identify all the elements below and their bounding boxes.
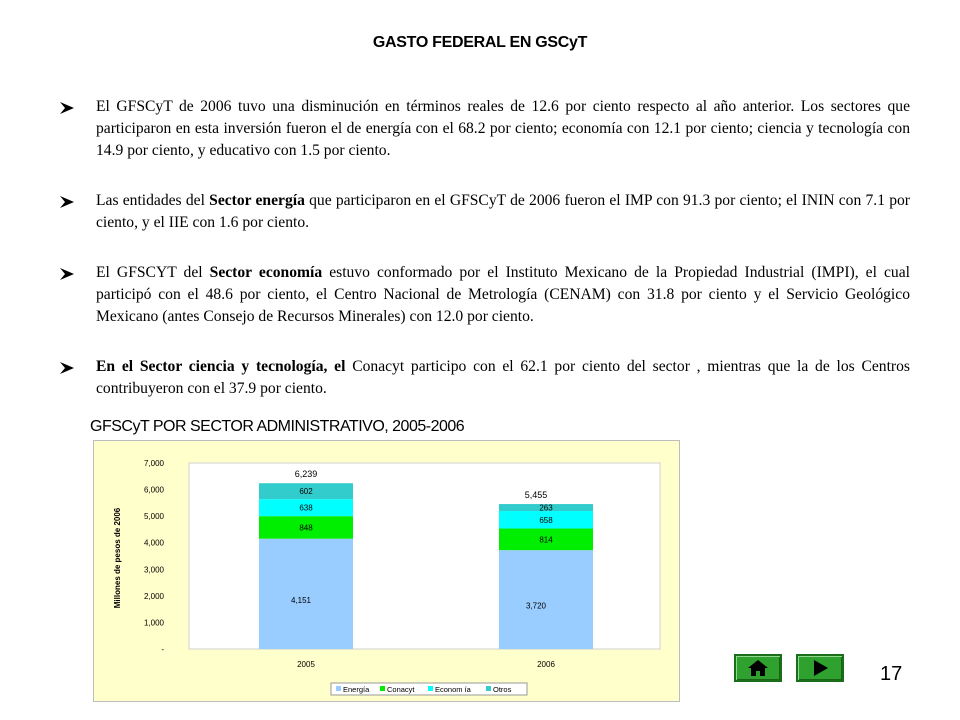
chart-title: GFSCyT POR SECTOR ADMINISTRATIVO, 2005-2006	[90, 418, 465, 435]
bar-value-label: 638	[299, 503, 313, 513]
next-button[interactable]	[796, 654, 844, 682]
page-number: 17	[880, 663, 903, 685]
legend-swatch	[428, 686, 433, 691]
bar-total-label: 5,455	[524, 490, 548, 501]
y-tick-label: 2,000	[143, 591, 164, 601]
x-tick-label: 2005	[297, 660, 315, 669]
legend-label: Otros	[493, 685, 512, 694]
arrow-bullet-icon	[60, 96, 80, 118]
legend-label: Conacyt	[387, 685, 415, 694]
bullet-1	[60, 96, 910, 162]
chart-canvas	[94, 441, 681, 703]
y-axis-label: Millones de pesos de 2006	[113, 507, 122, 609]
arrow-bullet-icon	[60, 190, 80, 212]
y-tick-label: 6,000	[143, 485, 164, 495]
y-tick-label: 3,000	[143, 565, 164, 575]
bar-total-label: 6,239	[294, 469, 318, 480]
y-tick-label: -	[161, 645, 164, 654]
bar-value-label: 3,720	[525, 601, 547, 611]
bullet-2	[60, 190, 910, 234]
y-tick-label: 1,000	[143, 618, 164, 628]
bar-value-label: 658	[539, 515, 553, 525]
bar-value-label: 602	[299, 487, 313, 497]
bar-segment	[259, 539, 353, 649]
home-button[interactable]	[734, 654, 782, 682]
bar-value-label: 4,151	[290, 595, 312, 605]
y-tick-label: 4,000	[143, 538, 164, 548]
legend-swatch	[336, 686, 341, 691]
bar-value-label: 814	[539, 535, 553, 545]
legend-swatch	[486, 686, 491, 691]
legend-swatch	[380, 686, 385, 691]
bullet-text: El GFSCyT de 2006 tuvo una disminución en términos reales de 12.6 por ciento respecto al año anterior. Los sectores que participaron en esta inversión fueron el de energía con el 68.2 por ciento; economía con 12.1 por ciento; ciencia y tecnología con 14.9 por ciento, y educativo con 1.5 por ciento.	[96, 98, 910, 159]
play-arrow-icon	[798, 656, 842, 680]
arrow-bullet-icon	[60, 356, 80, 378]
bar-value-label: 848	[299, 523, 313, 533]
bar-segment	[499, 550, 593, 649]
x-tick-label: 2006	[537, 660, 555, 669]
page-title: GASTO FEDERAL EN GSCyT	[372, 34, 588, 51]
stacked-bar-chart	[93, 440, 680, 702]
bullet-text: El GFSCYT del Sector economía estuvo conformado por el Instituto Mexicano de la Propiedad Industrial (IMPI), el cual participó con el 48.6 por ciento, el Centro Nacional de Metrología (CENAM) con 31.8 por ciento y el Servicio Geológico Mexicano (antes Consejo de Recursos Minerales) con 12.0 por ciento.	[96, 264, 910, 325]
arrow-bullet-icon	[60, 262, 80, 284]
home-icon	[736, 656, 780, 680]
legend-label: Econom ía	[435, 685, 471, 694]
bar-value-label: 263	[539, 503, 553, 513]
bullet-3	[60, 262, 910, 328]
bullet-text: Las entidades del Sector energía que participaron en el GFSCyT de 2006 fueron el IMP con 91.3 por ciento; el ININ con 7.1 por ciento, y el IIE con 1.6 por ciento.	[96, 192, 910, 231]
bullet-text: En el Sector ciencia y tecnología, el Conacyt participo con el 62.1 por ciento del sector , mientras que la de los Centros contribuyeron con el 37.9 por ciento.	[96, 358, 910, 397]
y-tick-label: 5,000	[143, 512, 164, 522]
y-tick-label: 7,000	[143, 459, 164, 468]
legend-label: Energía	[343, 685, 370, 694]
bullet-4	[60, 356, 910, 400]
